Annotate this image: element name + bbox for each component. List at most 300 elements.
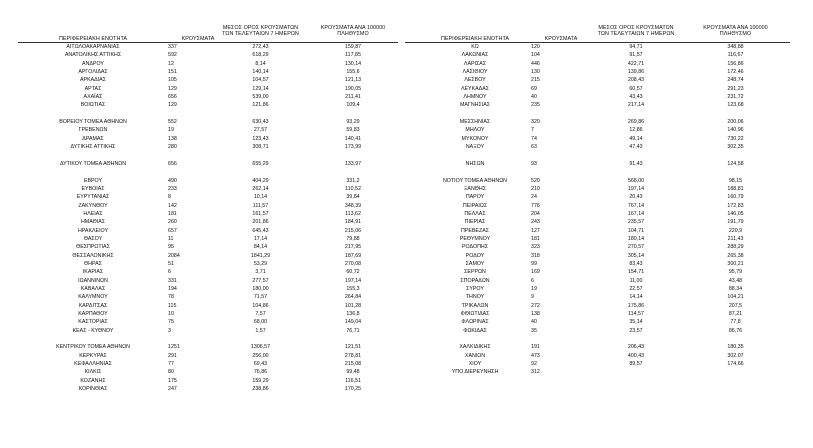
per100k-cell: 79,88: [346, 235, 360, 242]
header-region: ΠΕΡΙΦΕΡΕΙΑΚΗ ΕΝΟΤΗΤΑ: [440, 36, 510, 42]
region-cell: ΤΗΝΟΥ: [465, 294, 485, 301]
avg7-cell: 7,57: [255, 311, 266, 317]
region-cell: ΕΥΒΟΙΑΣ: [81, 185, 105, 192]
avg7-cell: 308,71: [252, 144, 269, 151]
cases-cell: 181: [531, 235, 540, 242]
region-cell: ΚΑΣΤΟΡΙΑΣ: [78, 319, 108, 326]
region-cell: ΙΚΑΡΙΑΣ: [82, 269, 104, 276]
avg7-cell: 175,86: [627, 302, 645, 309]
cases-cell: 318: [531, 252, 540, 259]
region-cell: ΑΙΤΩΛΟΑΚΑΡΝΑΝΙΑΣ: [66, 44, 120, 50]
per100k-cell: 133,97: [344, 160, 362, 167]
header-cases: ΚΡΟΥΣΜΑΤΑ: [181, 36, 215, 42]
region-cell: ΕΥΡΥΤΑΝΙΑΣ: [76, 194, 110, 201]
per100k-cell: 149,04: [344, 319, 362, 326]
avg7-cell: 618,29: [252, 52, 269, 59]
region-cell: ΚΑΡΔΙΤΣΑΣ: [78, 302, 108, 309]
per100k-cell: 140,96: [727, 127, 744, 134]
cases-cell: 99: [531, 260, 537, 267]
avg7-cell: 104,57: [252, 77, 269, 84]
avg7-cell: 167,14: [627, 210, 645, 217]
cases-cell: 92: [531, 361, 537, 368]
per100k-cell: 248,74: [727, 77, 744, 84]
cases-cell: 656: [168, 160, 177, 167]
per100k-cell: 130,14: [344, 60, 362, 67]
cases-cell: 337: [168, 44, 177, 50]
avg7-cell: 89,57: [629, 361, 643, 368]
avg7-cell: 69,43: [253, 361, 268, 368]
cases-cell: 35: [531, 327, 537, 334]
region-cell: ΚΙΛΚΙΣ: [84, 369, 102, 376]
avg7-cell: 114,57: [628, 311, 644, 317]
avg7-cell: 256,00: [252, 352, 269, 359]
cases-cell: 130: [531, 69, 540, 76]
region-cell: ΧΙΟΥ: [468, 361, 482, 368]
avg7-cell: 11,00: [629, 277, 643, 284]
cases-cell: 6: [531, 277, 534, 284]
cases-cell: 151: [168, 69, 177, 76]
header-per100k: ΚΡΟΥΣΜΑΤΑ ΑΝΑ 100000 ΠΛΗΘΥΣΜΟ: [703, 25, 768, 37]
per100k-cell: 197,14: [344, 277, 362, 284]
cases-cell: 10: [168, 311, 174, 317]
per100k-cell: 116,67: [727, 52, 744, 59]
per100k-cell: 140,41: [344, 135, 362, 142]
per100k-cell: 172,83: [727, 202, 744, 209]
region-cell: ΠΙΕΡΙΑΣ: [464, 219, 486, 226]
region-cell: ΜΗΛΟΥ: [465, 127, 485, 134]
avg7-cell: 217,14: [627, 102, 645, 109]
cases-cell: 323: [531, 244, 540, 251]
header-avg7: ΜΕΣΟΣ ΟΡΟΣ ΚΡΟΥΣΜΑΤΩΝ ΤΩΝ ΤΕΛΕΥΤΑΙΩΝ 7 ΗΜΕΡΩΝ: [222, 25, 299, 37]
region-cell: ΘΑΣΟΥ: [83, 235, 103, 242]
header-region: ΠΕΡΙΦΕΡΕΙΑΚΗ ΕΝΟΤΗΤΑ: [58, 36, 128, 42]
avg7-cell: 8,14: [255, 60, 266, 67]
cases-cell: 210: [531, 185, 540, 192]
cases-cell: 235: [531, 102, 540, 109]
per100k-cell: 60,72: [346, 269, 360, 276]
cases-cell: 181: [168, 210, 177, 217]
avg7-cell: 17,14: [253, 235, 268, 242]
cases-cell: 78: [168, 294, 174, 301]
region-cell: ΚΕΡΚΥΡΑΣ: [79, 352, 107, 359]
per100k-cell: 59,83: [346, 127, 360, 134]
per100k-cell: 124,58: [727, 160, 744, 167]
region-cell: ΖΑΚΥΝΘΟΥ: [78, 202, 108, 209]
avg7-cell: 71,57: [253, 294, 268, 301]
avg7-cell: 20,43: [629, 194, 643, 201]
per100k-cell: 184,91: [344, 219, 362, 226]
per100k-cell: 39,84: [346, 194, 360, 201]
avg7-cell: 272,43: [252, 44, 269, 50]
region-cell: ΝΟΤΙΟΥ ΤΟΜΕΑ ΑΘΗΝΩΝ: [442, 177, 508, 184]
avg7-cell: 121,86: [252, 102, 269, 109]
avg7-cell: 139,86: [627, 69, 645, 76]
header-cases: ΚΡΟΥΣΜΑΤΑ: [544, 36, 578, 42]
region-cell: ΚΟΡΙΝΘΙΑΣ: [78, 386, 108, 393]
avg7-cell: 645,43: [252, 227, 269, 234]
region-cell: ΜΕΣΣΗΝΙΑΣ: [459, 119, 491, 126]
region-cell: ΑΝΑΤΟΛΙΚΗΣ ΑΤΤΙΚΗΣ: [64, 52, 122, 59]
cases-cell: 69: [531, 85, 537, 92]
cases-cell: 40: [531, 94, 537, 101]
per100k-cell: 86,76: [728, 327, 743, 334]
avg7-cell: 201,86: [252, 219, 269, 226]
cases-cell: 138: [531, 311, 540, 317]
region-cell: ΕΒΡΟΥ: [83, 177, 103, 184]
header-avg7: ΜΕΣΟΣ ΟΡΟΣ ΚΡΟΥΣΜΑΤΩΝ ΤΩΝ ΤΕΛΕΥΤΑΙΩΝ 7 ΗΜΕΡΩΝ: [597, 25, 675, 37]
per100k-cell: 188,81: [727, 185, 744, 192]
avg7-cell: 35,14: [629, 319, 643, 326]
per100k-cell: 187,69: [344, 252, 362, 259]
per100k-cell: 211,41: [345, 94, 361, 101]
cases-cell: 3: [168, 327, 171, 334]
cases-cell: 77: [168, 361, 174, 368]
per100k-cell: 348,39: [344, 202, 362, 209]
per100k-cell: 302,07: [727, 352, 744, 359]
region-cell: ΛΗΜΝΟΥ: [463, 94, 487, 101]
avg7-cell: 43,43: [629, 94, 643, 101]
per100k-cell: 160,79: [727, 194, 744, 201]
region-cell: ΠΡΕΒΕΖΑΣ: [461, 227, 489, 234]
avg7-cell: 22,57: [629, 285, 643, 292]
avg7-cell: 49,14: [629, 135, 643, 142]
cases-cell: 95: [168, 244, 174, 251]
avg7-cell: 154,71: [627, 269, 645, 276]
region-cell: ΧΑΛΚΙΔΙΚΗΣ: [459, 344, 491, 351]
avg7-cell: 206,43: [627, 344, 645, 351]
cases-cell: 552: [168, 119, 177, 126]
region-cell: ΦΩΚΙΔΑΣ: [463, 327, 487, 334]
avg7-cell: 12,86: [629, 127, 643, 134]
cases-cell: 2084: [168, 252, 180, 259]
region-cell: ΘΕΣΠΡΩΤΙΑΣ: [76, 244, 110, 251]
region-cell: ΠΕΙΡΑΙΩΣ: [462, 202, 488, 209]
per100k-cell: 264,84: [344, 294, 362, 301]
per100k-cell: 730,22: [727, 135, 744, 142]
per100k-cell: 110,52: [345, 185, 361, 192]
avg7-cell: 94,71: [629, 44, 643, 50]
cases-cell: 40: [531, 319, 537, 326]
cases-cell: 11: [168, 235, 174, 242]
avg7-cell: 10,14: [253, 194, 268, 201]
per100k-cell: 215,06: [344, 227, 362, 234]
per100k-cell: 270,08: [344, 260, 362, 267]
region-cell: ΠΕΛΛΑΣ: [464, 210, 486, 217]
avg7-cell: 630,43: [252, 119, 269, 126]
per100k-cell: 231,72: [727, 94, 744, 101]
cases-cell: 776: [531, 202, 540, 209]
cases-cell: 24: [531, 194, 537, 201]
avg7-cell: 404,29: [252, 177, 269, 184]
cases-cell: 191: [531, 344, 540, 351]
avg7-cell: 277,57: [252, 277, 269, 284]
region-cell: ΚΟΖΑΝΗΣ: [80, 377, 106, 384]
cases-cell: 80: [168, 369, 174, 376]
per100k-cell: 156,86: [727, 60, 744, 67]
region-cell: ΡΟΔΟΥ: [465, 252, 485, 259]
per100k-cell: 104,21: [727, 294, 744, 301]
per100k-cell: 278,81: [344, 352, 362, 359]
per100k-cell: 98,15: [728, 177, 743, 184]
region-cell: ΝΗΣΩΝ: [465, 160, 485, 167]
cases-cell: 1251: [168, 344, 180, 351]
cases-cell: 243: [531, 219, 540, 226]
cases-cell: 215: [531, 77, 540, 84]
per100k-cell: 348,88: [727, 44, 744, 50]
per100k-cell: 191,79: [727, 219, 744, 226]
avg7-cell: 91,57: [629, 52, 643, 59]
cases-cell: 320: [531, 119, 540, 126]
avg7-cell: 27,57: [253, 127, 268, 134]
per100k-cell: 99,48: [346, 369, 360, 376]
per100k-cell: 288,29: [727, 244, 744, 251]
region-cell: ΑΡΚΑΔΙΑΣ: [80, 77, 106, 84]
per100k-cell: 88,34: [728, 285, 743, 292]
cases-cell: 473: [531, 352, 540, 359]
avg7-cell: 208,43: [627, 77, 645, 84]
region-cell: ΘΕΣΣΑΛΟΝΙΚΗΣ: [72, 252, 114, 259]
avg7-cell: 305,14: [627, 252, 645, 259]
per100k-cell: 291,23: [727, 85, 744, 92]
avg7-cell: 235,57: [627, 219, 645, 226]
avg7-cell: 68,00: [253, 319, 268, 326]
region-cell: ΔΥΤΙΚΟΥ ΤΟΜΕΑ ΑΘΗΝΩΝ: [59, 160, 127, 167]
cases-cell: 75: [168, 319, 174, 326]
per100k-cell: 217,95: [344, 244, 362, 251]
region-cell: ΔΥΤΙΚΗΣ ΑΤΤΙΚΗΣ: [70, 144, 116, 151]
region-cell: ΗΡΑΚΛΕΙΟΥ: [77, 227, 109, 234]
region-cell: ΣΑΜΟΥ: [465, 260, 485, 267]
region-cell: ΗΛΕΙΑΣ: [83, 210, 103, 217]
cases-cell: 331: [168, 277, 177, 284]
region-cell: ΚΕΑΣ - ΚΥΘΝΟΥ: [72, 327, 114, 334]
avg7-cell: 262,14: [252, 185, 269, 192]
region-cell: ΚΕΝΤΡΙΚΟΥ ΤΟΜΕΑ ΑΘΗΝΩΝ: [56, 344, 130, 351]
region-cell: ΗΜΑΘΙΑΣ: [80, 219, 106, 226]
avg7-cell: 104,71: [627, 227, 645, 234]
region-cell: ΛΕΥΚΑΔΑΣ: [460, 85, 489, 92]
per100k-cell: 117,85: [345, 52, 361, 59]
per100k-cell: 155,3: [346, 285, 360, 292]
cases-cell: 74: [531, 135, 537, 142]
cases-cell: 169: [531, 269, 540, 276]
avg7-cell: 568,00: [627, 177, 645, 184]
cases-cell: 6: [168, 269, 171, 276]
cases-cell: 115: [168, 302, 177, 309]
region-cell: ΚΑΡΠΑΘΟΥ: [78, 311, 108, 317]
region-cell: ΤΡΙΚΑΛΩΝ: [461, 302, 489, 309]
per100k-cell: 116,51: [345, 377, 361, 384]
cases-cell: 19: [168, 127, 174, 134]
cases-cell: 138: [168, 135, 177, 142]
per100k-cell: 331,2: [346, 177, 360, 184]
cases-cell: 9: [531, 294, 534, 301]
per100k-cell: 215,08: [344, 361, 362, 368]
cases-cell: 129: [168, 102, 177, 109]
avg7-cell: 422,71: [627, 60, 645, 67]
avg7-cell: 400,43: [627, 352, 645, 359]
avg7-cell: 14,14: [629, 294, 643, 301]
per100k-cell: 220,9: [728, 227, 743, 234]
per100k-cell: 76,71: [346, 327, 360, 334]
per100k-cell: 172,46: [727, 69, 744, 76]
region-cell: ΛΕΣΒΟΥ: [464, 77, 486, 84]
avg7-cell: 104,86: [252, 302, 269, 309]
per100k-cell: 95,79: [728, 269, 743, 276]
avg7-cell: 111,57: [252, 202, 269, 209]
cases-cell: 280: [168, 144, 177, 151]
per100k-cell: 159,87: [344, 44, 362, 50]
per100k-cell: 109,4: [346, 102, 360, 109]
region-cell: ΣΠΟΡΑΔΩΝ: [460, 277, 490, 284]
cases-cell: 291: [168, 352, 177, 359]
avg7-cell: 1306,57: [250, 344, 271, 351]
per100k-cell: 180,35: [727, 344, 744, 351]
per100k-cell: 302,35: [727, 144, 744, 151]
avg7-cell: 655,29: [252, 160, 269, 167]
avg7-cell: 238,86: [252, 386, 269, 393]
region-cell: ΝΑΞΟΥ: [465, 144, 485, 151]
avg7-cell: 270,57: [627, 244, 645, 251]
avg7-cell: 53,29: [253, 260, 268, 267]
header-per100k: ΚΡΟΥΣΜΑΤΑ ΑΝΑ 100000 ΠΛΗΘΥΣΜΟ: [320, 25, 386, 37]
cases-cell: 104: [531, 52, 540, 59]
per100k-cell: 190,05: [344, 85, 362, 92]
per100k-cell: 43,48: [728, 277, 743, 284]
avg7-cell: 140,14: [252, 69, 269, 76]
region-cell: ΑΝΔΡΟΥ: [82, 60, 104, 67]
avg7-cell: 47,43: [629, 144, 643, 151]
region-cell: ΡΟΔΟΠΗΣ: [461, 244, 488, 251]
per100k-cell: 93,29: [346, 119, 360, 126]
cases-cell: 8: [168, 194, 171, 201]
region-cell: ΒΟΙΩΤΙΑΣ: [80, 102, 106, 109]
avg7-cell: 76,86: [253, 369, 268, 376]
cases-cell: 93: [531, 160, 537, 167]
avg7-cell: 180,00: [252, 285, 269, 292]
region-cell: ΞΑΝΘΗΣ: [463, 185, 487, 192]
cases-cell: 142: [168, 202, 177, 209]
avg7-cell: 60,57: [629, 85, 643, 92]
per100k-cell: 77,8: [730, 319, 741, 326]
avg7-cell: 767,14: [627, 202, 645, 209]
region-cell: ΜΑΓΝΗΣΙΑΣ: [459, 102, 491, 109]
per100k-cell: 113,62: [345, 210, 361, 217]
avg7-cell: 269,86: [627, 119, 645, 126]
cases-cell: 592: [168, 52, 177, 59]
region-cell: ΥΠΟ ΔΙΕΡΕΥΝΗΣΗ: [451, 369, 499, 376]
region-cell: ΔΡΑΜΑΣ: [82, 135, 104, 142]
region-cell: ΛΑΚΩΝΙΑΣ: [461, 52, 489, 59]
cases-cell: 12: [168, 60, 174, 67]
avg7-cell: 91,43: [629, 160, 643, 167]
region-cell: ΚΕΦΑΛΛΗΝΙΑΣ: [74, 361, 112, 368]
cases-cell: 127: [531, 227, 540, 234]
per100k-cell: 123,68: [727, 102, 744, 109]
cases-cell: 233: [168, 185, 177, 192]
cases-cell: 120: [531, 44, 540, 50]
cases-cell: 272: [531, 302, 540, 309]
cases-cell: 446: [531, 60, 540, 67]
per100k-cell: 155,6: [346, 69, 360, 76]
cases-cell: 657: [168, 227, 177, 234]
region-cell: ΧΑΝΙΩΝ: [464, 352, 486, 359]
cases-cell: 19: [531, 285, 537, 292]
region-cell: ΑΡΓΟΛΙΔΑΣ: [78, 69, 108, 76]
cases-cell: 105: [168, 77, 177, 84]
avg7-cell: 3,71: [255, 269, 266, 276]
avg7-cell: 180,14: [627, 235, 645, 242]
per100k-cell: 174,66: [727, 361, 744, 368]
avg7-cell: 129,14: [252, 85, 269, 92]
region-cell: ΒΟΡΕΙΟΥ ΤΟΜΕΑ ΑΘΗΝΩΝ: [59, 119, 127, 126]
cases-cell: 490: [168, 177, 177, 184]
cases-cell: 312: [531, 369, 540, 376]
region-cell: ΦΛΩΡΙΝΑΣ: [461, 319, 489, 326]
region-cell: ΜΥΚΟΝΟΥ: [461, 135, 489, 142]
cases-cell: 656: [168, 94, 177, 101]
cases-cell: 7: [531, 127, 534, 134]
region-cell: ΚΑΛΥΜΝΟΥ: [78, 294, 108, 301]
per100k-cell: 87,21: [728, 311, 743, 317]
region-cell: ΙΩΑΝΝΙΝΩΝ: [78, 277, 108, 284]
per100k-cell: 265,38: [727, 252, 744, 259]
per100k-cell: 200,06: [727, 119, 744, 126]
avg7-cell: 539,00: [252, 94, 269, 101]
cases-cell: 247: [168, 386, 177, 393]
cases-cell: 260: [168, 219, 177, 226]
region-cell: ΛΑΣΙΘΙΟΥ: [462, 69, 488, 76]
avg7-cell: 197,14: [627, 185, 645, 192]
region-cell: ΓΡΕΒΕΝΩΝ: [78, 127, 108, 134]
cases-cell: 520: [531, 177, 540, 184]
avg7-cell: 123,43: [252, 135, 269, 142]
cases-cell: 63: [531, 144, 537, 151]
avg7-cell: 159,29: [252, 377, 269, 384]
avg7-cell: 1,57: [255, 327, 266, 334]
per100k-cell: 207,5: [728, 302, 743, 309]
avg7-cell: 1841,29: [250, 252, 271, 259]
region-cell: ΡΕΘΥΜΝΟΥ: [459, 235, 491, 242]
cases-cell: 194: [168, 285, 177, 292]
cases-cell: 204: [531, 210, 540, 217]
per100k-cell: 300,21: [727, 260, 744, 267]
per100k-cell: 121,13: [344, 77, 362, 84]
region-cell: ΘΗΡΑΣ: [84, 260, 102, 267]
per100k-cell: 146,05: [727, 210, 744, 217]
region-cell: ΑΡΤΑΣ: [84, 85, 102, 92]
region-cell: ΑΧΑΪΑΣ: [83, 94, 103, 101]
per100k-cell: 170,25: [344, 386, 362, 393]
avg7-cell: 83,43: [629, 260, 643, 267]
region-cell: ΚΩ: [471, 44, 479, 50]
region-cell: ΛΑΡΙΣΑΣ: [463, 60, 487, 67]
cases-cell: 175: [168, 377, 177, 384]
per100k-cell: 136,8: [346, 311, 360, 317]
avg7-cell: 23,57: [629, 327, 643, 334]
per100k-cell: 211,43: [727, 235, 744, 242]
per100k-cell: 173,99: [344, 144, 362, 151]
region-cell: ΣΕΡΡΩΝ: [464, 269, 486, 276]
per100k-cell: 101,28: [344, 302, 362, 309]
region-cell: ΦΘΙΩΤΙΔΑΣ: [460, 311, 490, 317]
avg7-cell: 84,14: [253, 244, 268, 251]
region-cell: ΣΥΡΟΥ: [466, 285, 484, 292]
region-cell: ΠΑΡΟΥ: [465, 194, 485, 201]
cases-cell: 129: [168, 85, 177, 92]
per100k-cell: 121,51: [344, 344, 362, 351]
avg7-cell: 161,57: [252, 210, 269, 217]
